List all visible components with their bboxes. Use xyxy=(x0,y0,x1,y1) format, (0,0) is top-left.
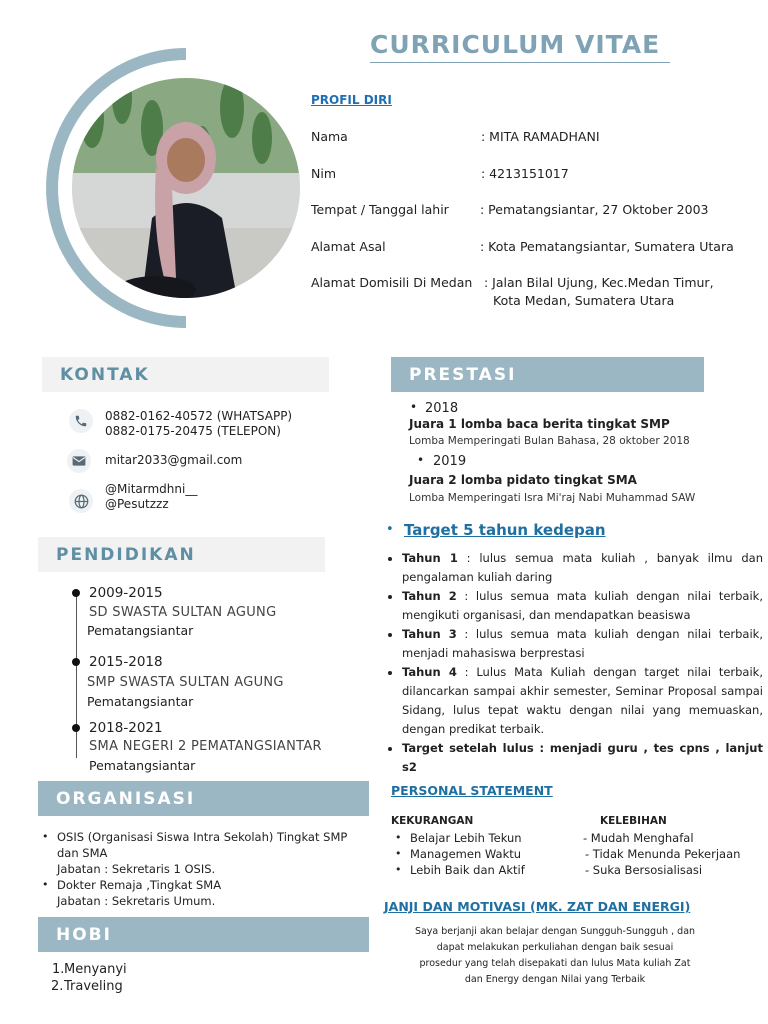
education-year: 2009-2015 xyxy=(89,585,163,601)
target-item xyxy=(402,739,763,777)
target-item-text: : lulus semua mata kuliah dengan nilai terbaik, menjadi mahasiswa berprestasi xyxy=(402,627,763,660)
organisasi-item-1-line-3: Jabatan : Sekretaris 1 OSIS. xyxy=(57,862,216,876)
target-item-bold: Tahun 1 xyxy=(402,551,458,565)
kekurangan-item: Belajar Lebih Tekun xyxy=(410,831,522,845)
hobi-item: Traveling xyxy=(64,979,123,994)
target-heading: Target 5 tahun kedepan xyxy=(404,521,606,539)
organisasi-item-2-line-1: Dokter Remaja ,Tingkat SMA xyxy=(57,878,222,892)
kekurangan-bullet: • xyxy=(395,831,402,844)
email: mitar2033@gmail.com xyxy=(105,453,243,467)
education-dot xyxy=(72,724,80,732)
prestasi-desc: Lomba Memperingati Bulan Bahasa, 28 oktober 2018 xyxy=(409,435,690,447)
profile-label-domicile: Alamat Domisili Di Medan xyxy=(311,275,473,290)
kelebihan-item: - Mudah Menghafal xyxy=(583,831,694,845)
kekurangan-heading: KEKURANGAN xyxy=(391,815,474,827)
target-item-bold: Tahun 4 xyxy=(402,665,457,679)
kekurangan-bullet: • xyxy=(395,863,402,876)
prestasi-desc: Lomba Memperingati Isra Mi'raj Nabi Muhammad SAW xyxy=(409,492,696,504)
prestasi-heading: PRESTASI xyxy=(409,364,517,385)
janji-text xyxy=(390,924,720,988)
organisasi-item-2-line-2: Jabatan : Sekretaris Umum. xyxy=(57,894,216,908)
profile-heading: PROFIL DIRI xyxy=(311,93,392,107)
kekurangan-item: Managemen Waktu xyxy=(410,847,522,861)
target-item-bold: Tahun 3 xyxy=(402,627,457,641)
kelebihan-heading: KELEBIHAN xyxy=(600,815,667,827)
profile-value-birth: : Pematangsiantar, 27 Oktober 2003 xyxy=(480,202,709,217)
target-item-text: : lulus semua mata kuliah dengan nilai terbaik, mengikuti organisasi, dan mendapatkan beasiswa xyxy=(402,589,763,622)
phone-telepon: 0882-0175-20475 (TELEPON) xyxy=(105,424,281,438)
hobi-heading: HOBI xyxy=(56,924,112,945)
profile-label-address: Alamat Asal xyxy=(311,239,386,254)
janji-line: Saya berjanji akan belajar dengan Sungguh-Sungguh , dan xyxy=(414,926,696,937)
organisasi-bullet: • xyxy=(42,830,49,843)
education-city: Pematangsiantar xyxy=(87,694,194,709)
kekurangan-bullet: • xyxy=(395,847,402,860)
social-1: @Mitarmdhni__ xyxy=(105,482,198,496)
education-dot xyxy=(72,658,80,666)
page-title: CURRICULUM VITAE xyxy=(370,30,661,59)
target-item xyxy=(402,549,763,587)
education-school: SMP SWASTA SULTAN AGUNG xyxy=(87,675,284,690)
target-item-bold: Tahun 2 xyxy=(402,589,457,603)
education-school: SMA NEGERI 2 PEMATANGSIANTAR xyxy=(89,739,322,754)
janji-line: dapat melakukan perkuliahan dengan baik sesuai xyxy=(436,942,674,953)
target-item xyxy=(402,663,763,739)
kontak-heading: KONTAK xyxy=(60,364,150,385)
prestasi-bullet: • xyxy=(410,400,418,414)
target-bullet: • xyxy=(386,522,394,537)
education-school: SD SWASTA SULTAN AGUNG xyxy=(89,605,277,620)
profile-value-domicile: : Jalan Bilal Ujung, Kec.Medan Timur, xyxy=(484,275,714,290)
prestasi-heading-bar xyxy=(391,357,704,392)
pendidikan-heading-bar xyxy=(38,537,325,572)
social-2: @Pesutzzz xyxy=(105,497,169,511)
prestasi-title: Juara 1 lomba baca berita tingkat SMP xyxy=(409,417,670,431)
phone-whatsapp: 0882-0162-40572 (WHATSAPP) xyxy=(105,409,293,423)
education-year: 2018-2021 xyxy=(89,720,163,736)
target-list xyxy=(384,549,763,777)
profile-label-birth: Tempat / Tanggal lahir xyxy=(311,202,449,217)
phone-icon xyxy=(69,409,93,433)
education-city: Pematangsiantar xyxy=(89,758,196,773)
kekurangan-item: Lebih Baik dan Aktif xyxy=(410,863,525,877)
organisasi-item-1-line-1: OSIS (Organisasi Siswa Intra Sekolah) Tingkat SMP xyxy=(57,830,348,844)
organisasi-bullet: • xyxy=(42,878,49,891)
kontak-heading-bar xyxy=(42,357,329,392)
organisasi-item-1-line-2: dan SMA xyxy=(57,846,108,860)
hobi-item: Menyanyi xyxy=(64,962,127,977)
prestasi-title: Juara 2 lomba pidato tingkat SMA xyxy=(409,473,637,487)
profile-value-nim: : 4213151017 xyxy=(481,166,569,181)
target-item-text: : Lulus Mata Kuliah dengan target nilai terbaik, dilancarkan sampai akhir semester, Seminar Proposal sampai Sidang, lulus tepat waktu dengan nilai yang memuaskan, dengan predikat terbaik. xyxy=(402,665,763,736)
janji-line: dan Energy dengan Nilai yang Terbaik xyxy=(464,974,646,985)
organisasi-heading-bar xyxy=(38,781,369,816)
prestasi-bullet: • xyxy=(417,453,425,467)
education-year: 2015-2018 xyxy=(89,654,163,670)
profile-value-name: : MITA RAMADHANI xyxy=(481,129,600,144)
janji-heading: JANJI DAN MOTIVASI (MK. ZAT DAN ENERGI) xyxy=(384,899,691,914)
profile-photo xyxy=(72,78,300,298)
education-city: Pematangsiantar xyxy=(87,623,194,638)
profile-value-address: : Kota Pematangsiantar, Sumatera Utara xyxy=(480,239,734,254)
globe-icon xyxy=(69,489,93,513)
hobi-number: 1. xyxy=(52,962,65,977)
education-dot xyxy=(72,589,80,597)
janji-line: prosedur yang telah disepakati dan lulus Mata kuliah Zat xyxy=(419,958,691,969)
profile-label-nim: Nim xyxy=(311,166,336,181)
pendidikan-heading: PENDIDIKAN xyxy=(56,544,196,565)
kelebihan-item: - Suka Bersosialisasi xyxy=(585,863,703,877)
prestasi-year: 2019 xyxy=(433,454,467,469)
profile-photo-illustration xyxy=(72,78,300,298)
target-item-bold: Target setelah lulus : menjadi guru , tes cpns , lanjut s2 xyxy=(402,741,763,774)
target-item xyxy=(402,625,763,663)
organisasi-heading: ORGANISASI xyxy=(56,788,196,809)
profile-value-domicile-2: Kota Medan, Sumatera Utara xyxy=(493,293,675,308)
target-item xyxy=(402,587,763,625)
education-timeline-line xyxy=(76,593,77,758)
personal-heading: PERSONAL STATEMENT xyxy=(391,783,553,798)
title-underline xyxy=(370,62,670,63)
hobi-number: 2. xyxy=(51,979,64,994)
profile-label-name: Nama xyxy=(311,129,348,144)
hobi-heading-bar xyxy=(38,917,369,952)
mail-icon xyxy=(67,449,91,473)
prestasi-year: 2018 xyxy=(425,401,459,416)
target-item-text: : lulus semua mata kuliah , banyak ilmu dan pengalaman kuliah daring xyxy=(402,551,763,584)
kelebihan-item: - Tidak Menunda Pekerjaan xyxy=(585,847,741,861)
